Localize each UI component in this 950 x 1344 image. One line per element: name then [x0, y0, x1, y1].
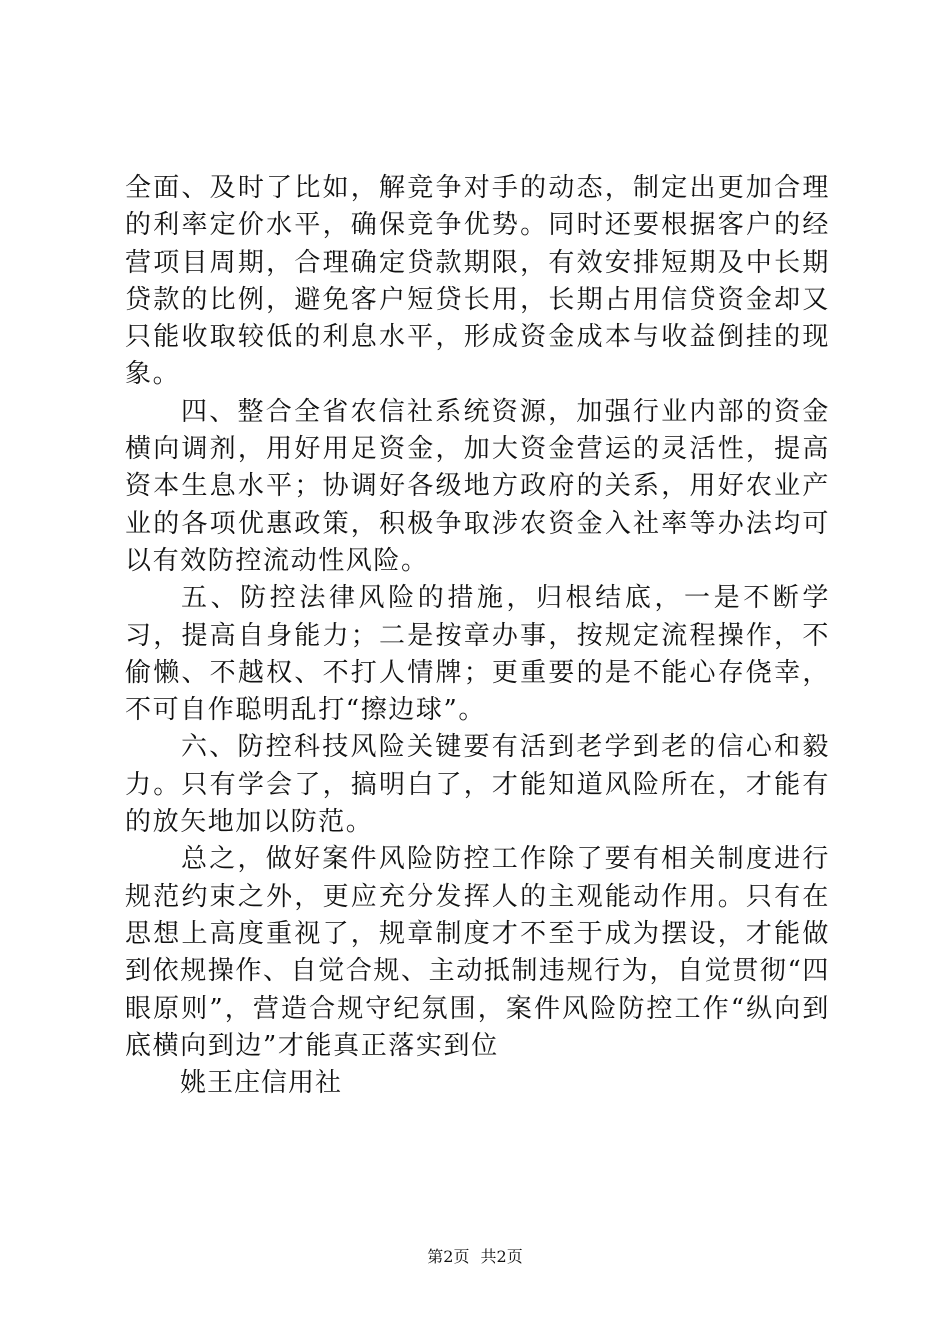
page-number: 第2页	[427, 1247, 470, 1266]
paragraph-legal-risk: 五、防控法律风险的措施，归根结底，一是不断学习，提高自身能力；二是按章办事，按规定流程操作，不偷懒、不越权、不打人情牌；更重要的是不能心存侥幸，不可自作聪明乱打“擦边球”。	[125, 583, 830, 726]
paragraph-liquidity-risk: 四、整合全省农信社系统资源，加强行业内部的资金横向调剂，用好用足资金，加大资金营运的灵活性，提高资本生息水平；协调好各级地方政府的关系，用好农业产业的各项优惠政策，积极争取涉农资金入社率等办法均可以有效防控流动性风险。	[125, 396, 830, 576]
paragraph-interest-rate: 全面、及时了比如，解竞争对手的动态，制定出更加合理的利率定价水平，确保竞争优势。同时还要根据客户的经营项目周期，合理确定贷款期限，有效安排短期及中长期贷款的比例，避免客户短贷长用，长期占用信贷资金却又只能收取较低的利息水平，形成资金成本与收益倒挂的现象。	[125, 173, 830, 390]
page-footer	[0, 1244, 950, 1267]
page-total: 共2页	[480, 1247, 523, 1266]
paragraph-conclusion: 总之，做好案件风险防控工作除了要有相关制度进行规范约束之外，更应充分发挥人的主观能动作用。只有在思想上高度重视了，规章制度才不至于成为摆设，才能做到依规操作、自觉合规、主动抵制违规行为，自觉贯彻“四眼原则”，营造合规守纪氛围，案件风险防控工作“纵向到底横向到边”才能真正落实到位	[125, 844, 830, 1061]
document-body	[125, 170, 830, 1102]
paragraph-technology-risk: 六、防控科技风险关键要有活到老学到老的信心和毅力。只有学会了，搞明白了，才能知道风险所在，才能有的放矢地加以防范。	[125, 732, 830, 838]
signature-organization: 姚王庄信用社	[180, 1068, 343, 1099]
